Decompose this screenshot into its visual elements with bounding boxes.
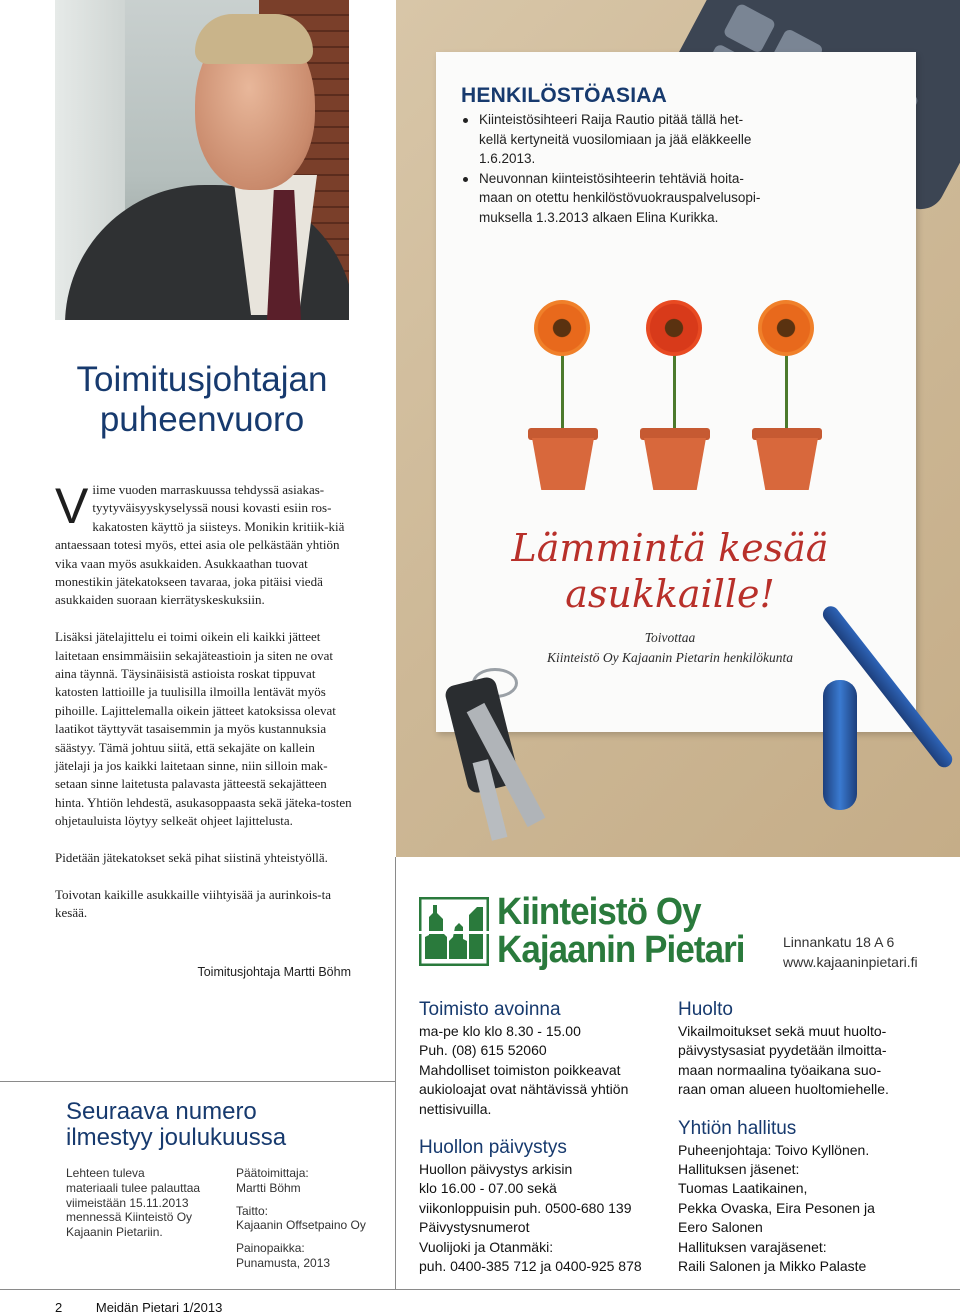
hr-item-line: 1.6.2013. — [479, 151, 536, 166]
hr-item-line: maan on otettu henkilöstövuokrauspalvelusopi- — [479, 190, 761, 205]
editor-name: Martti Böhm — [236, 1180, 301, 1195]
greeting-line-2: asukkaille! — [565, 572, 775, 616]
company-name-line-1: Kiinteistö Oy — [497, 891, 701, 933]
column-divider — [395, 857, 396, 1289]
board-info — [678, 1118, 928, 1277]
layout-block — [236, 1204, 386, 1234]
maintenance-line: Vikailmoitukset sekä muut huolto- — [678, 1023, 887, 1039]
website-link[interactable]: www.kajaaninpietari.fi — [783, 953, 918, 970]
board-line: Pekka Ovaska, Eira Pesonen ja — [678, 1199, 875, 1216]
editorial-paragraph-4: Toivotan kaikille asukkaille viihtyisää ja aurinkois-ta kesää. — [55, 886, 331, 921]
duty-line: Huollon päivystys arkisin — [419, 1161, 573, 1178]
info-right-column — [678, 999, 928, 1294]
duty-line: viikonloppuisin puh. 0500-680 139 — [419, 1199, 632, 1216]
print-label: Painopaikka: — [236, 1241, 305, 1256]
greeting-subtitle — [440, 628, 900, 668]
editor-label: Päätoimittaja: — [236, 1166, 309, 1180]
board-line: Tuomas Laatikainen, — [678, 1180, 808, 1197]
board-line: Puheenjohtaja: Toivo Kyllönen. — [678, 1141, 870, 1158]
hr-list — [461, 110, 791, 227]
duty-line: Päivystysnumerot — [419, 1219, 530, 1236]
section-divider — [0, 1081, 395, 1082]
street-address: Linnankatu 18 A 6 — [783, 934, 895, 950]
deadline-line: materiaali tulee palauttaa — [66, 1180, 201, 1195]
deadline-line: viimeistään 15.11.2013 — [66, 1195, 189, 1210]
greeting-sub-1: Toivottaa — [644, 630, 696, 645]
hr-item-line: kellä kertyneitä vuosilomiaan ja jää eläkkeelle — [479, 131, 752, 147]
editor-block — [236, 1166, 386, 1196]
photo-hair — [195, 14, 313, 64]
hr-news — [461, 84, 791, 227]
editorial-paragraph-1 — [55, 478, 353, 610]
hr-item-line: Kiinteistösihteeri Raija Rautio pitää tällä het- — [479, 112, 744, 127]
print-name: Punamusta, 2013 — [236, 1255, 331, 1270]
on-call-service — [419, 1137, 669, 1276]
office-line: nettisivuilla. — [419, 1100, 492, 1117]
editorial-paragraph-3: Pidetään jätekatokset sekä pihat siistinä yhteistyöllä. — [55, 850, 328, 866]
editorial-paragraph-2: Lisäksi jätelajittelu ei toimi oikein eli kaikki jätteet laitetaan ensimmäisiin sekajäteastioin ja siten ne ovat aina täynnä. Täysinäisistä astioista roskat tippuvat katosten lattioille ja tuulisilla ilmoilla lentävät myös pihoille. Lajittelemalla oikein jätteet katoksissa olevat laatikot täyttyvät tasaisemmin ja myös kustannuksia säästyy. Tämä johtuu siitä, että sekajäte on kallein jätelaji ja jos kaikki laitetaan sinne, niin silloin mak-setaan sinne laitetusta palavasta jätteestä sekajätteen hinta. Yhtiön lehdestä, asukasoppaasta sekä jäteka-tosten ohjetauluista löytyy selkeät ohjeet lajittelusta. — [55, 629, 352, 829]
info-left-column — [419, 999, 669, 1294]
editorial-title-line-2: puheenvuoro — [99, 400, 305, 439]
deadline-line: Lehteen tuleva — [66, 1166, 145, 1180]
drop-cap: V — [55, 478, 89, 534]
page-footer — [55, 1300, 252, 1315]
board-line: Raili Salonen ja Mikko Palaste — [678, 1258, 867, 1275]
hr-item — [461, 169, 791, 228]
duty-line: Vuolijoki ja Otanmäki: — [419, 1238, 554, 1255]
layout-name: Kajaanin Offsetpaino Oy — [236, 1218, 366, 1233]
company-logo-text — [497, 893, 755, 969]
deadline-line: Kajaanin Pietariin. — [66, 1225, 163, 1240]
editorial-title-line-1: Toimitusjohtajan — [76, 360, 328, 399]
board-heading: Yhtiön hallitus — [678, 1117, 797, 1139]
office-line: Mahdolliset toimiston poikkeavat — [419, 1061, 621, 1078]
board-line: Eero Salonen — [678, 1219, 763, 1236]
print-block — [236, 1241, 386, 1271]
company-logo-icon — [419, 897, 489, 966]
deadline-line: mennessä Kiinteistö Oy — [66, 1210, 193, 1225]
editorial-signature: Toimitusjohtaja Martti Böhm — [197, 965, 351, 979]
maintenance-line: päivystysasiat pyydetään ilmoitta- — [678, 1042, 887, 1059]
office-phone: Puh. (08) 615 52060 — [419, 1042, 547, 1059]
publication-name: Meidän Pietari 1/2013 — [95, 1300, 223, 1315]
greeting-sub-2: Kiinteistö Oy Kajaanin Pietarin henkilökunta — [547, 650, 793, 665]
office-line: aukioloajat ovat nähtävissä yhtiön — [419, 1081, 629, 1098]
page-number: 2 — [55, 1300, 63, 1315]
director-photo — [55, 0, 349, 320]
board-line: Hallituksen jäsenet: — [678, 1161, 800, 1178]
hr-heading: HENKILÖSTÖASIAA — [461, 84, 668, 107]
colophon — [236, 1166, 386, 1279]
duty-line: puh. 0400-385 712 ja 0400-925 878 — [419, 1258, 642, 1275]
maintenance-heading: Huolto — [678, 999, 733, 1020]
maintenance-info — [678, 999, 928, 1100]
maintenance-line: raan oman alueen huoltomiehelle. — [678, 1081, 889, 1098]
company-address — [783, 933, 953, 972]
next-issue-title-line-1: Seuraava numero — [66, 1098, 257, 1125]
next-issue-title-line-2: ilmestyy joulukuussa — [66, 1124, 287, 1151]
greeting-title — [440, 525, 900, 617]
board-line: Hallituksen varajäsenet: — [678, 1238, 827, 1255]
office-line: ma-pe klo klo 8.30 - 15.00 — [419, 1023, 581, 1039]
hr-item — [461, 110, 791, 169]
layout-label: Taitto: — [236, 1203, 269, 1218]
office-heading: Toimisto avoinna — [419, 999, 561, 1020]
hr-item-line: muksella 1.3.2013 alkaen Elina Kurikka. — [479, 209, 719, 225]
editorial-title — [55, 360, 349, 440]
office-hours — [419, 999, 669, 1119]
next-issue-deadline — [66, 1166, 216, 1240]
duty-heading: Huollon päivystys — [419, 1137, 567, 1159]
duty-line: klo 16.00 - 07.00 sekä — [419, 1180, 557, 1197]
maintenance-line: maan normaalina työaikana suo- — [678, 1061, 882, 1078]
editorial-body — [55, 478, 353, 941]
editorial-paragraph-1-text: iime vuoden marraskuussa tehdyssä asiakas-tyytyväisyyskyselyssä nousi kovasti esiin ros-kakatosten käyttö ja siisteys. Monikin kritiik-kiä antaessaan totesi myös, ettei asia ole pelkästään yhtiön vika vaan myös asukkaiden. Asukkaathan tuovat monestikin jätekatokseen tavaraa, joka pitäisi viedä asukkaiden suoraan kierrätyskeskuksiin. — [55, 482, 345, 608]
pen-cap-image — [823, 680, 857, 810]
company-name-line-2: Kajaanin Pietari — [497, 929, 745, 971]
greeting-line-1: Lämmintä kesää — [511, 526, 829, 570]
hr-item-line: Neuvonnan kiinteistösihteerin tehtäviä hoita- — [479, 170, 744, 186]
next-issue-title — [66, 1099, 386, 1151]
